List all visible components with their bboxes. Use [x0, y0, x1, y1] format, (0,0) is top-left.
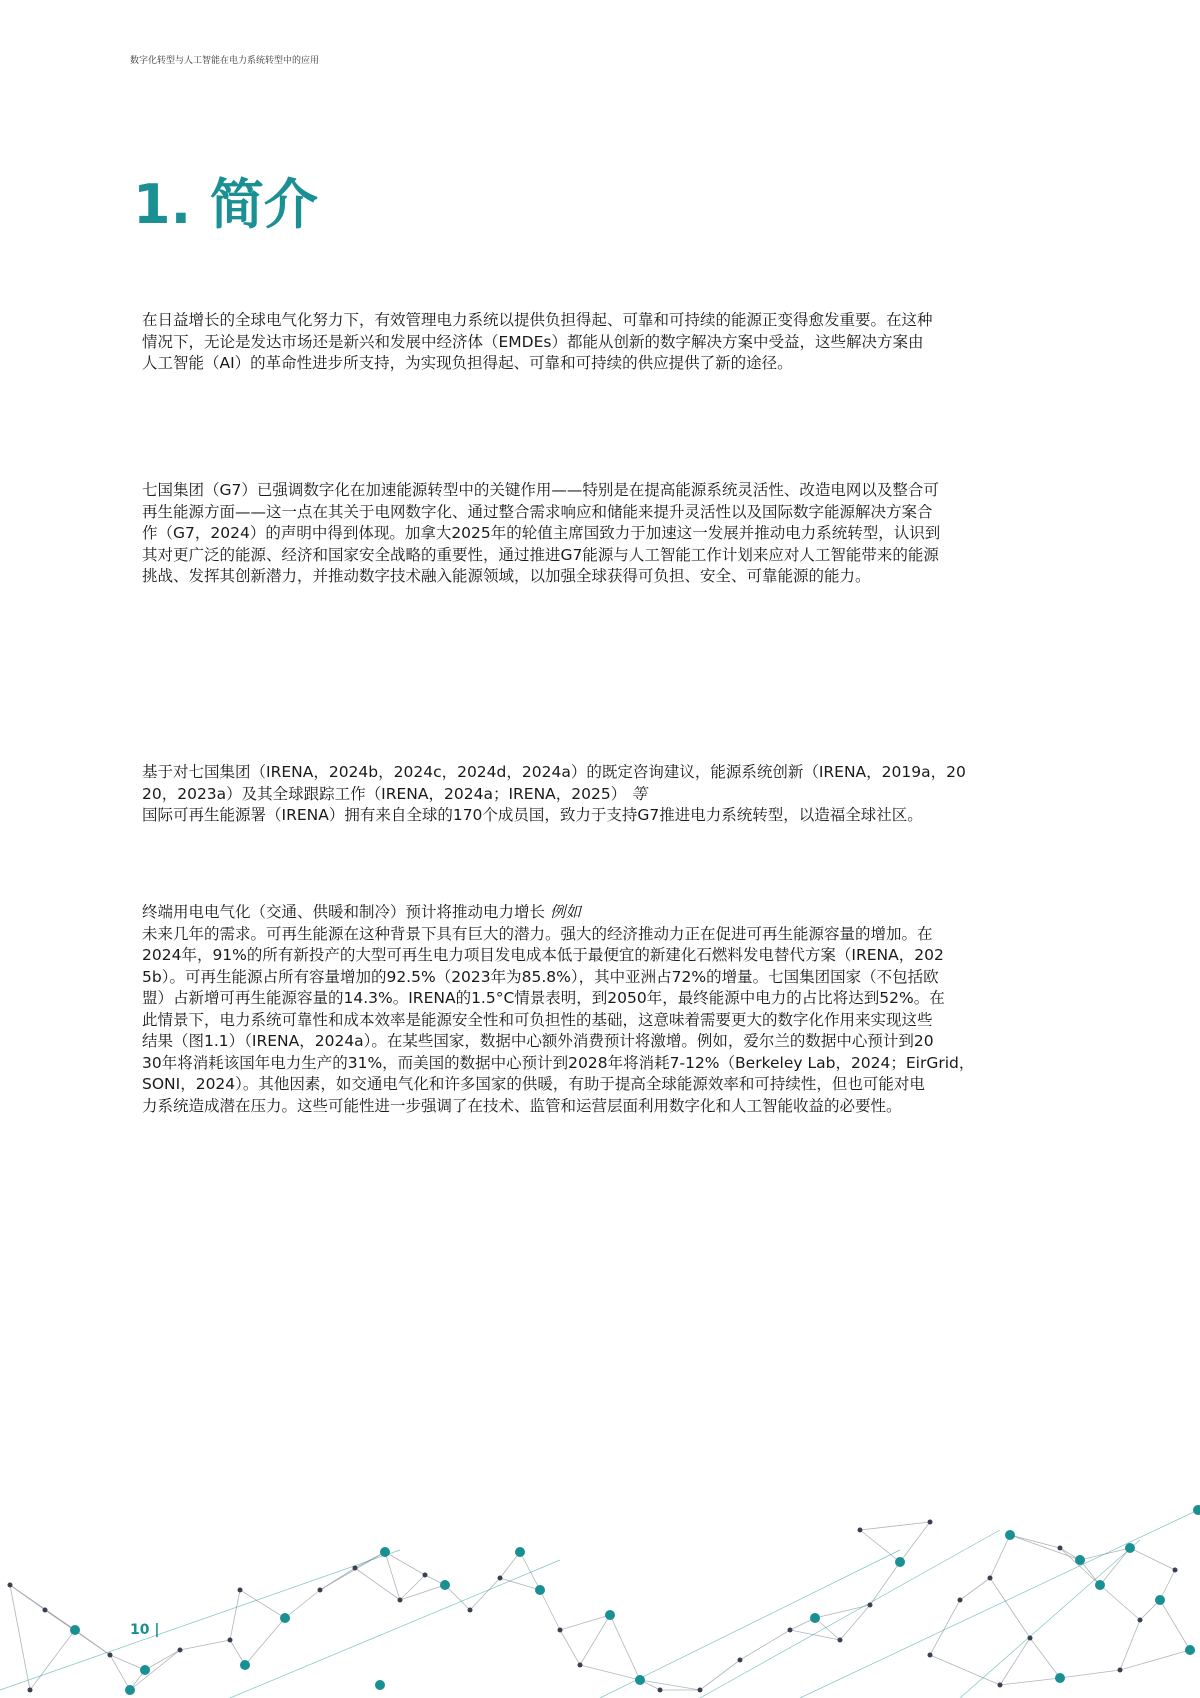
network-node: [578, 1663, 583, 1668]
network-node: [635, 1675, 645, 1685]
paragraph-line: 国际可再生能源署（IRENA）拥有来自全球的170个成员国，致力于支持G7推进电力系统转型，以造福全球社区。: [142, 806, 923, 824]
page-number: 10 |: [130, 1622, 160, 1638]
network-node: [605, 1610, 615, 1620]
network-edge: [930, 1600, 960, 1655]
network-edge: [600, 1550, 900, 1698]
network-node: [810, 1613, 820, 1623]
network-node: [353, 1566, 358, 1571]
network-edge: [870, 1562, 900, 1605]
network-node: [240, 1660, 250, 1670]
network-node: [440, 1580, 450, 1590]
network-node: [178, 1648, 183, 1653]
network-edge: [110, 1655, 145, 1670]
network-edge: [1100, 1548, 1130, 1585]
network-node: [28, 1688, 33, 1693]
network-edge: [285, 1590, 320, 1618]
network-edge: [180, 1640, 230, 1650]
network-node: [838, 1638, 843, 1643]
network-node: [788, 1628, 793, 1633]
paragraph-g7: [142, 480, 1072, 588]
network-edge: [1060, 1670, 1120, 1678]
network-node: [1118, 1668, 1123, 1673]
network-edge: [1010, 1535, 1060, 1548]
network-node: [1155, 1595, 1165, 1605]
italic-term: 等: [631, 784, 647, 803]
paragraph-line: 30年将消耗该国年电力生产的31%，而美国的数据中心预计到2028年将消耗7-12%（Berkeley Lab，2024；EirGrid，: [142, 1053, 975, 1072]
network-edge: [790, 1630, 840, 1640]
network-node: [928, 1520, 933, 1525]
network-node: [43, 1608, 48, 1613]
network-node: [108, 1653, 113, 1658]
network-node: [498, 1576, 503, 1581]
network-node: [125, 1685, 135, 1695]
network-node: [1075, 1555, 1085, 1565]
network-node: [280, 1613, 290, 1623]
paragraph-line: SONI，2024）。其他因素，如交通电气化和许多国家的供暖，有助于提高全球能源效率和可持续性，但也可能对电: [142, 1075, 925, 1093]
network-node: [1005, 1530, 1015, 1540]
network-node: [70, 1625, 80, 1635]
network-edge: [1130, 1548, 1175, 1570]
paragraph-line: 七国集团（G7）已强调数字化在加速能源转型中的关键作用——特别是在提高能源系统灵活性、改造电网以及整合可: [142, 481, 939, 499]
paragraph-line: 作（G7，2024）的声明中得到体现。加拿大2025年的轮值主席国致力于加速这一发展并推动电力系统转型，认识到: [142, 524, 941, 542]
network-node: [238, 1588, 243, 1593]
network-edge: [355, 1552, 385, 1568]
network-edge: [400, 1585, 445, 1600]
paragraph-line: 此情景下，电力系统可靠性和成本效率是能源安全性和可负担性的基础，这意味着需要更大的数字化作用来实现这些: [142, 1010, 933, 1029]
network-node: [423, 1573, 428, 1578]
network-edge: [1100, 1585, 1140, 1620]
paragraph-line: [142, 784, 1072, 806]
network-node: [988, 1576, 993, 1581]
network-node: [958, 1598, 963, 1603]
network-edge: [860, 1522, 930, 1530]
network-node: [928, 1653, 933, 1658]
paragraph-line: 盟）占新增可再生能源容量的14.3%。IRENA的1.5°C情景表明，到2050年，最终能源中电力的占比将达到52%。在: [142, 989, 945, 1007]
network-node: [1138, 1618, 1143, 1623]
network-edge: [1160, 1570, 1175, 1600]
network-edge: [320, 1552, 385, 1590]
network-edge: [30, 1630, 75, 1690]
network-edge: [130, 1650, 180, 1690]
network-edge: [540, 1590, 560, 1630]
network-edge: [1000, 1678, 1060, 1685]
network-node: [998, 1683, 1003, 1688]
network-node: [515, 1547, 525, 1557]
network-edge: [1120, 1650, 1190, 1670]
network-edge: [740, 1630, 790, 1660]
paragraph-line: [142, 902, 1072, 924]
paragraph-line: 力系统造成潜在压力。这些可能性进一步强调了在技术、监管和运营层面利用数字化和人工智能收益的必要性。: [142, 1096, 902, 1115]
network-edge: [840, 1605, 870, 1640]
network-edge: [610, 1615, 640, 1680]
network-node: [1173, 1568, 1178, 1573]
network-node: [658, 1688, 663, 1693]
network-edge: [355, 1568, 400, 1600]
network-edge: [930, 1655, 1000, 1685]
network-edge: [990, 1578, 1030, 1638]
network-edge: [860, 1530, 900, 1562]
network-edge: [470, 1578, 500, 1610]
network-edge: [640, 1680, 700, 1690]
network-node: [318, 1588, 323, 1593]
network-edge: [500, 1578, 540, 1590]
network-edge: [900, 1522, 930, 1562]
network-node: [228, 1638, 233, 1643]
paragraph-line-text: 终端用电电气化（交通、供暖和制冷）预计将推动电力增长: [142, 903, 546, 921]
network-node: [535, 1585, 545, 1595]
network-node: [398, 1598, 403, 1603]
network-edge: [520, 1552, 540, 1590]
paragraph-line: 结果（图1.1）（IRENA，2024a）。在某些国家，数据中心额外消费预计将激增。例如，爱尔兰的数据中心预计到20: [142, 1032, 934, 1050]
network-edge: [1060, 1548, 1100, 1585]
network-node: [1028, 1636, 1033, 1641]
network-edge: [230, 1560, 560, 1698]
network-node: [375, 1680, 385, 1690]
network-node: [698, 1688, 703, 1693]
network-edge: [700, 1660, 740, 1690]
network-edge: [245, 1618, 285, 1665]
paragraph-line: 未来几年的需求。可再生能源在这种背景下具有巨大的潜力。强大的经济推动力正在促进可再生能源容量的增加。在: [142, 924, 933, 943]
paragraph-line: 2024年，91%的所有新投产的大型可再生电力项目发电成本低于最便宜的新建化石燃料发电替代方案（IRENA，202: [142, 946, 944, 964]
paragraph-line: 人工智能（AI）的革命性进步所支持，为实现负担得起、可靠和可持续的供应提供了新的途径。: [142, 354, 793, 372]
paragraph-irena: [142, 762, 1072, 827]
network-node: [8, 1583, 13, 1588]
network-node: [738, 1658, 743, 1663]
network-edge: [75, 1630, 110, 1655]
network-edge: [560, 1630, 580, 1665]
running-header: 数字化转型与人工智能在电力系统转型中的应用: [130, 56, 320, 66]
network-node: [895, 1557, 905, 1567]
network-edge: [145, 1650, 180, 1670]
network-node: [140, 1665, 150, 1675]
network-node: [380, 1547, 390, 1557]
network-node: [1185, 1645, 1195, 1655]
paragraph-line: 挑战、发挥其创新潜力，并推动数字技术融入能源领域，以加强全球获得可负担、安全、可靠能源的能力。: [142, 567, 871, 585]
network-node: [1193, 1505, 1200, 1515]
network-edge: [990, 1535, 1010, 1578]
network-edge: [580, 1665, 640, 1680]
paragraph-intro: [142, 310, 1072, 375]
network-edge: [800, 1510, 1198, 1698]
network-node: [868, 1603, 873, 1608]
network-edge: [960, 1578, 990, 1600]
network-edge: [1030, 1638, 1060, 1678]
paragraph-line: 5b）。可再生能源占所有容量增加的92.5%（2023年为85.8%），其中亚洲占72%的增量。七国集团国家（不包括欧: [142, 967, 939, 986]
network-node: [468, 1608, 473, 1613]
network-node: [1055, 1673, 1065, 1683]
network-node: [1125, 1543, 1135, 1553]
paragraph-line: 基于对七国集团（IRENA，2024b，2024c，2024d，2024a）的既定咨询建议，能源系统创新（IRENA，2019a，20: [142, 763, 966, 781]
network-node: [1095, 1580, 1105, 1590]
network-edge: [1000, 1638, 1030, 1685]
italic-term: 例如: [549, 903, 581, 921]
page-title: 1. 简介: [133, 173, 318, 236]
paragraph-line-text: 20，2023a）及其全球跟踪工作（IRENA，2024a；IRENA，2025）: [142, 784, 627, 803]
network-node: [558, 1628, 563, 1633]
network-edge: [700, 1530, 1000, 1698]
network-edge: [230, 1590, 240, 1640]
network-edge: [960, 1540, 1140, 1698]
paragraph-line: 在日益增长的全球电气化努力下，有效管理电力系统以提供负担得起、可靠和可持续的能源正变得愈发重要。在这种: [142, 311, 933, 329]
paragraph-line: 再生能源方面——这一点在其关于电网数字化、通过整合需求响应和储能来提升灵活性以及国际数字能源解决方案合: [142, 502, 933, 521]
network-node: [858, 1528, 863, 1533]
network-edge: [815, 1605, 870, 1618]
paragraph-line: 其对更广泛的能源、经济和国家安全战略的重要性，通过推进G7能源与人工智能工作计划来应对人工智能带来的能源: [142, 545, 939, 564]
network-edge: [10, 1585, 30, 1690]
network-node: [1058, 1546, 1063, 1551]
network-decoration: [0, 1490, 1200, 1698]
paragraph-line: 情况下，无论是发达市场还是新兴和发展中经济体（EMDEs）都能从创新的数字解决方案中受益，这些解决方案由: [142, 332, 924, 351]
network-edge: [1160, 1600, 1190, 1650]
network-edge: [1120, 1620, 1140, 1670]
network-edge: [110, 1655, 130, 1690]
paragraph-electrification: [142, 902, 1072, 1117]
